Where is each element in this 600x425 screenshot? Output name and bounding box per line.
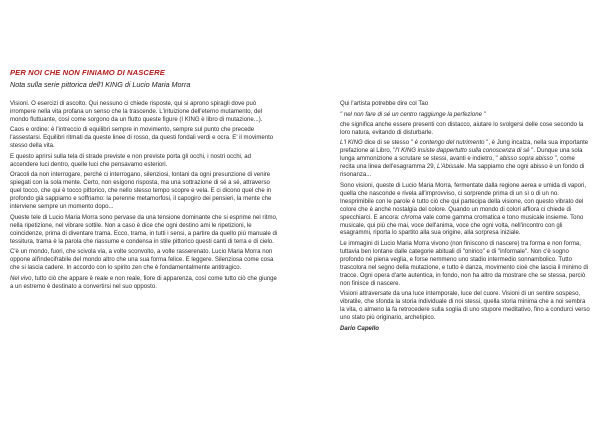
- paragraph: [340, 140, 590, 180]
- italic-text: chroma: [401, 214, 422, 221]
- paragraph: Qui l'artista potrebbe dire col Tao: [340, 101, 429, 107]
- paragraph-text: ". Dunque una sola lunga ammonizione a scrutare se stessi, avanti e indietro, ": [340, 148, 583, 163]
- paragraph: E questo aprirsi sulla tela di strade previste e non previste porta gli occhi, i nostri occhi, ad accendere luci dentro, quelle luci che pensavamo esteriori.: [10, 153, 251, 168]
- paragraph: Le immagini di Lucio Maria Morra vivono (non finiscono di nascere) tra forma e non forma, tuttavia ben lontane dalle categorie abituali di "onirico" e di "informale". Non c'è sogno profondo né piena veglia, e forse nemmeno uno stadio intermedio sonnambolico. Tutto trascolora nel segno della mutazione, e tutto è danza, movimento cioè che lascia il minimo di tracce. Ogni opera d'arte autentica, in fondo, non ha altro da mostrare che se stessa, perciò non finisce di nascere.: [340, 241, 589, 287]
- italic-text: L'Abissale: [436, 164, 465, 171]
- paragraph-text: ", come recita una linea dell'esagramma 29,: [340, 156, 575, 171]
- italic-text: è contengo del nutrimento: [414, 140, 485, 147]
- paragraph: C'è un mondo, fuori, che scivola via, a volte sconvolto, a volte rasserenato. Lucio Maria Morra non oppone all'indecifrabile del mondo altro che una sua forma felice. E leggere. Silenziosa come cosa che si lascia cadere. In accordo con lo spirito zen che è fondamentalmente antitragico.: [10, 249, 274, 272]
- author-signature: Dario Capello: [340, 325, 379, 332]
- italic-lead: Nel vivo: [10, 275, 32, 282]
- paragraph: Visioni attraversate da una luce intemporale, luce del cuore. Visioni di un sentire sospeso, vibratile, che sfonda la storia individuale di noi stessi, quella storia minima che a noi sembra la vita, o almeno la fa retrocedere sulla soglia di uno stupore meditativo, fino a condurci verso uno stato più originario, archetipico.: [340, 291, 590, 322]
- left-column: [10, 101, 278, 294]
- paragraph: [10, 276, 278, 292]
- paragraph-text: ", è Jung incalza, nella sua importante prefazione al Libro, ": [340, 140, 589, 155]
- paragraph: Oracoli da non interrogare, perché ci interrogano, silenziosi, lontani da ogni presunzione di venire spiegati con la sola mente. Certo, non esigono risposta, ma una sottrazione di sé a sé, attraverso quel tocco, che qui è tocco pittorico, che nello stesso tempo scopre e vela. E ci dicono quel che in profondo già sappiamo e soffriamo: la perenne metamorfosi, il capogiro dei pensieri, la mente che interviene sempre un momento dopo...: [10, 172, 272, 211]
- paragraph-text: vale come gamma cromatica e tono musicale insieme. Tono musicale, qui più che mai, voce dell'anima, voce che ogni volta, nell'incontro con gli esagrammi, riporta lo spartito alla sua origine, alla sorpresa iniziale.: [340, 214, 584, 237]
- paragraph: Caos e ordine: è l'intreccio di equilibri sempre in movimento, sempre sul punto che precede l'assestarsi. Equilibri ritmati da queste linee di rosso, da questi fondali verdi e ocra. E' il movimento stesso della vita.: [10, 127, 274, 150]
- paragraph: che significa anche essere presenti con distacco, aiutare lo svolgersi delle cose secondo la loro natura, evitando di disturbarle.: [340, 121, 584, 136]
- paragraph-text: dice di se stesso ": [362, 140, 415, 147]
- right-column: [340, 101, 590, 336]
- italic-text: L'I KING: [340, 140, 363, 147]
- italic-text: abisso sopra abisso: [499, 156, 553, 163]
- document-subtitle: Nota sulla serie pittorica dell'I KING di Lucio Maria Morra: [10, 80, 191, 89]
- document-title: PER NOI CHE NON FINIAMO DI NASCERE: [10, 68, 165, 77]
- paragraph-text: , tutto ciò che appare è reale e non reale, fiore di apparenza, così come tutto ciò che giunge a un estremo è destinato a convertirsi nel suo opposto.: [10, 275, 277, 290]
- paragraph-text: . Ma sappiamo che ogni abisso è un fondo di risonanza...: [340, 164, 585, 179]
- paragraph: [340, 183, 590, 239]
- paragraph-text: Sono visioni, queste di Lucio Maria Morra, fermentate dalla regione aerea e umida di vapori, quella che nasconde e rivela all'improvviso, ci sorprende prima di un sì o di un no. Inesprimibile con le parole è tutto ciò che qui partecipa della visione, con questo vibrato del colore che è anche nostalgia del colore. Quando un mondo di colori affiora ci chiede di specchiarci. E ancora:: [340, 182, 587, 221]
- italic-text: l'I KING insiste dappertutto sulla conoscenza di sé: [395, 148, 530, 155]
- quote: " nel non fare di sé un centro raggiunge la perfezione ": [340, 111, 486, 118]
- paragraph: Queste tele di Lucio Maria Morra sono pervase da una tensione dominante che si esprime nel ritmo, nella ripetizione, nel vibrare sottile. Non a caso è dice che ogni destino ami le ripetizioni, le coincidenze, prima di diventare trama. Ecco, trama, in tutti i sensi, a partire da quello più manuale di tessitura, trama è la parola che riassume e condensa in stile pittorico questi canti di terra e di cielo.: [10, 214, 278, 245]
- paragraph: Visioni. O esercizi di ascolto. Qui nessuno ci chiede risposte, qui si aprono spiragli dove può irrompere nella vita profana un senso che la trascende. L'intuizione dell'eterno mutamento, del mondo fluttuante, così come sorgono da un flutto queste figure (I KING è libro di mutazione...).: [10, 101, 263, 123]
